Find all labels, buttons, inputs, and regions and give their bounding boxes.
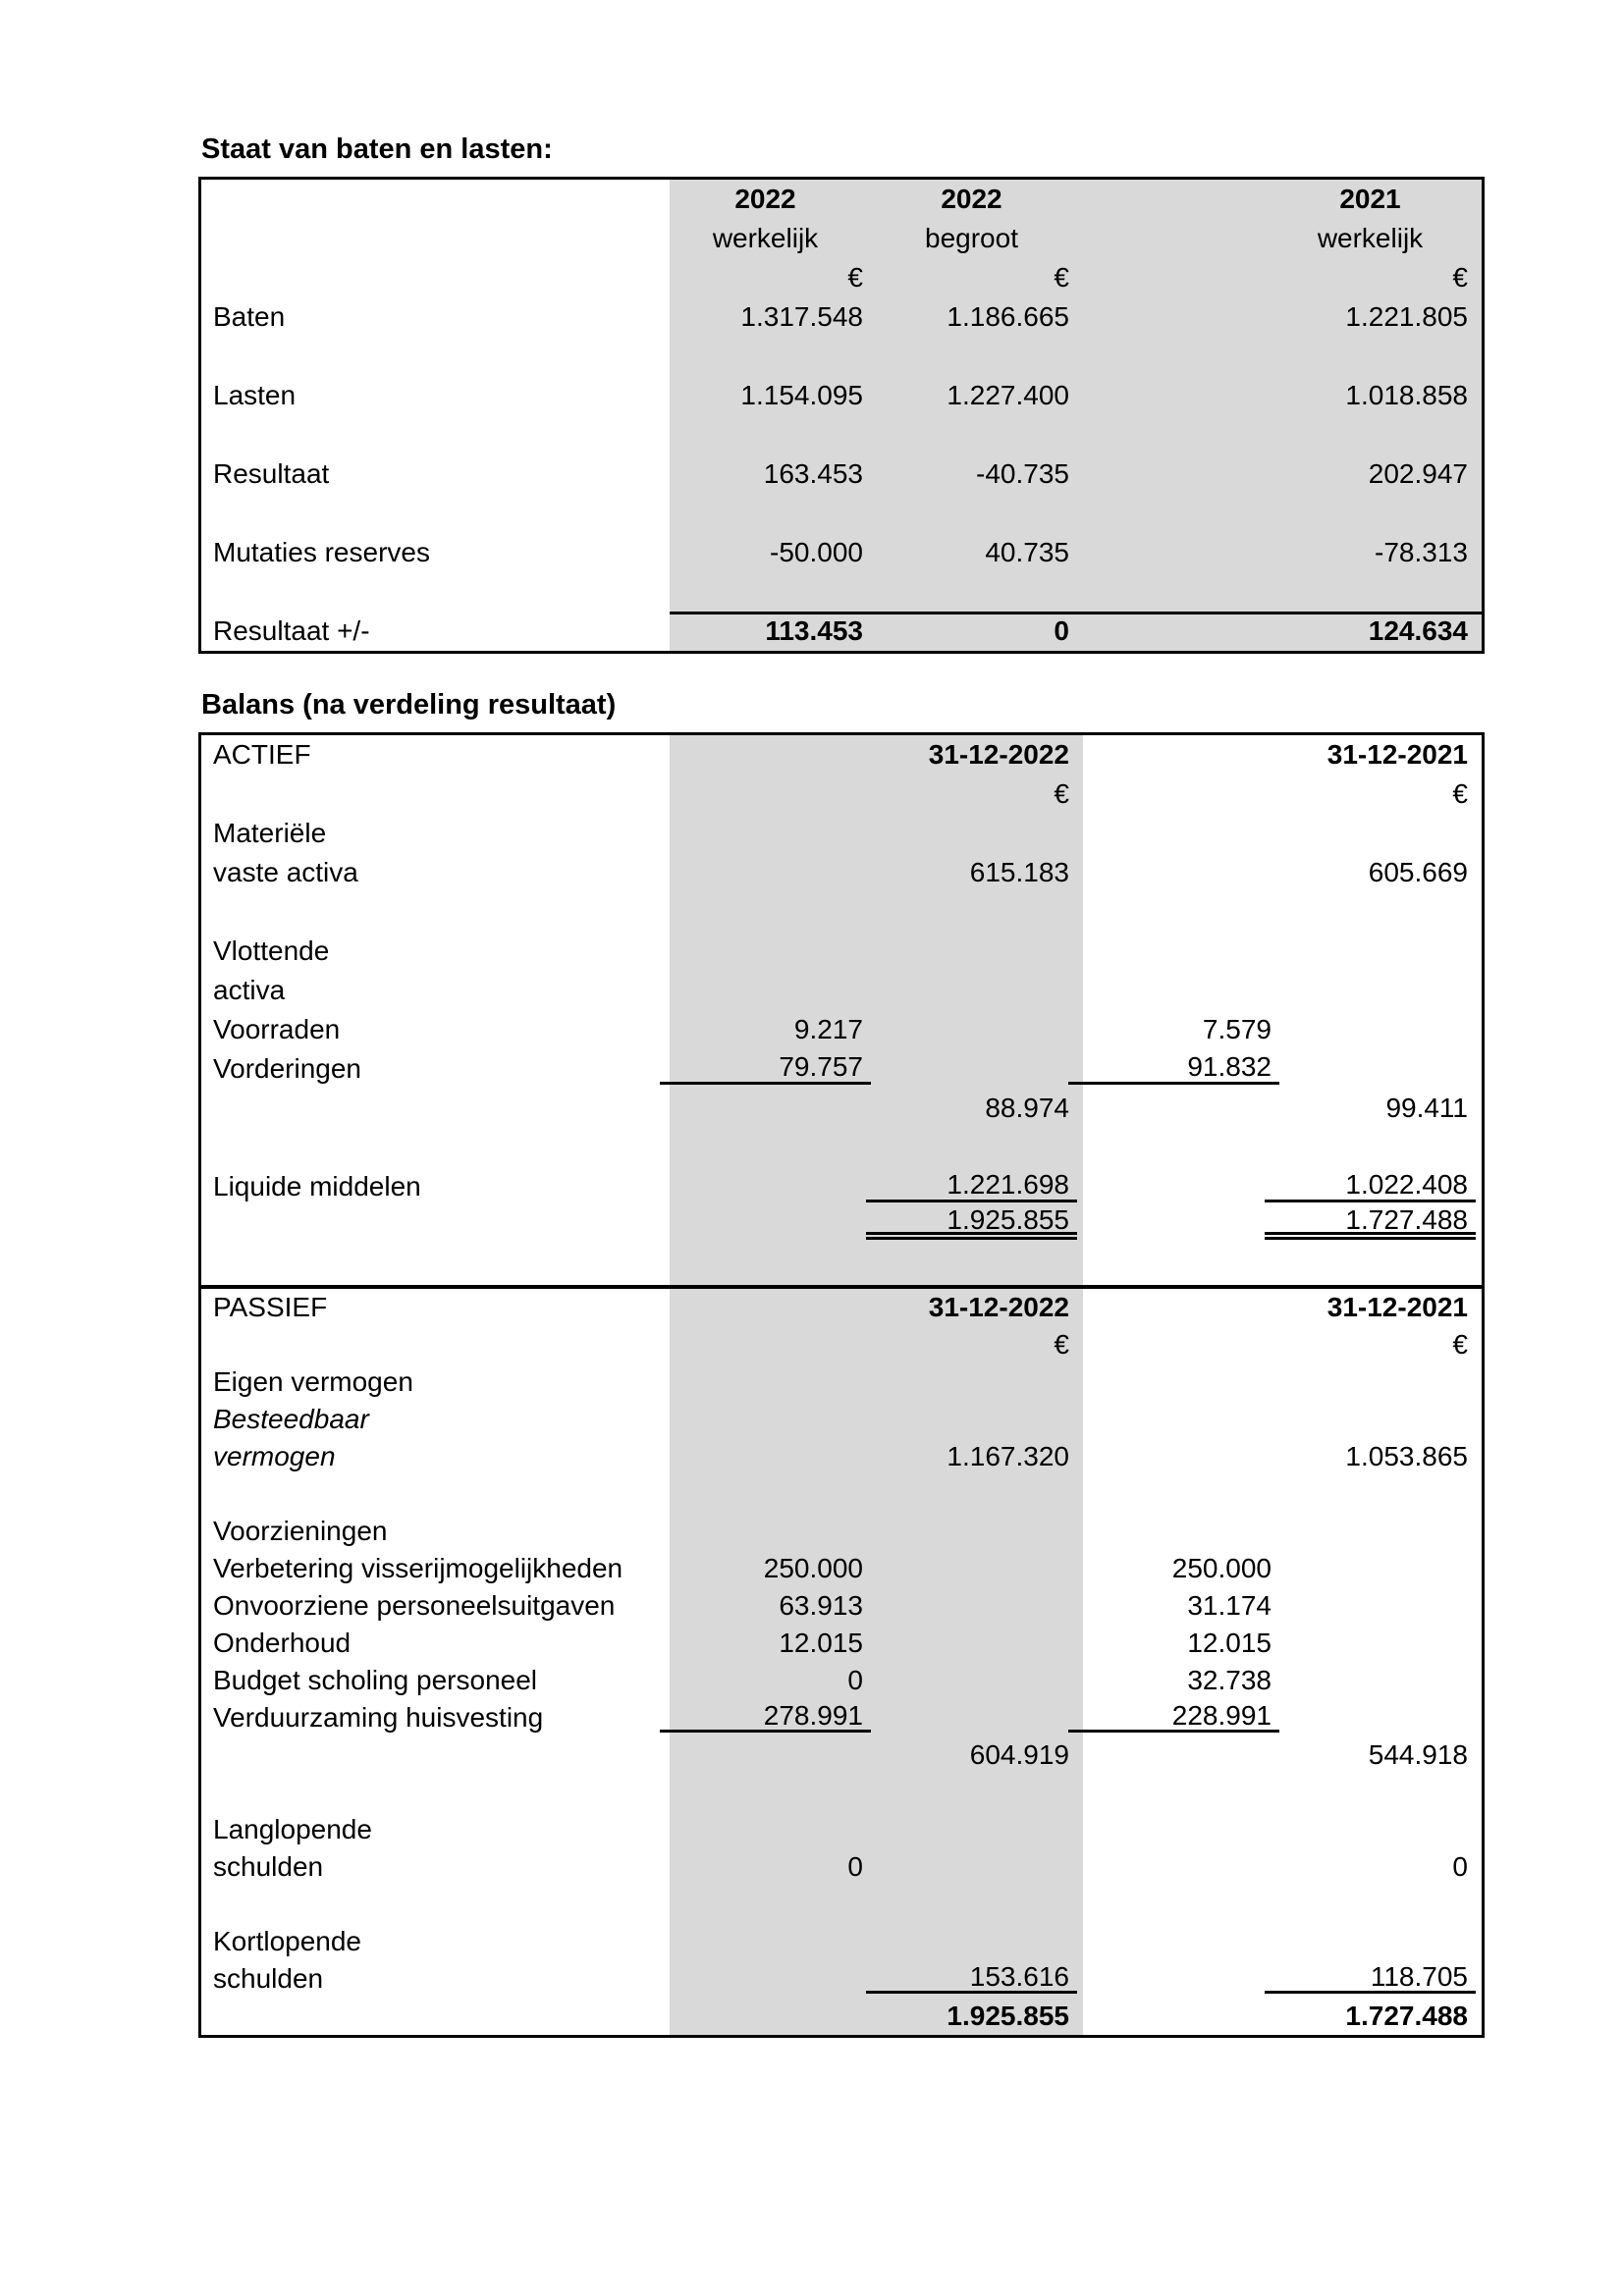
- date-column-2021: 31-12-2021: [1326, 739, 1468, 770]
- row-label: vermogen: [213, 1441, 336, 1471]
- amount-2021-werkelijk: 202.947: [1368, 458, 1468, 489]
- spacer-row: [201, 337, 1482, 376]
- spacer-row: [201, 572, 1482, 612]
- subtotal-2022: 88.974: [985, 1093, 1069, 1123]
- actief-row-voorraden: [201, 1010, 1482, 1049]
- balans-title: Balans (na verdeling resultaat): [201, 689, 617, 721]
- amount-2021: 605.669: [1368, 857, 1468, 887]
- amount-2022-werkelijk: 1.154.095: [740, 380, 863, 410]
- row-label: Besteedbaar: [213, 1404, 369, 1434]
- staat-row-mutaties-reserves: [201, 533, 1482, 572]
- spacer-row: [201, 1886, 1482, 1923]
- passief-row-kortlopende-2: [201, 1960, 1482, 1998]
- amount-2022-werkelijk: 163.453: [763, 458, 863, 489]
- row-label: Verduurzaming huisvesting: [213, 1702, 544, 1733]
- row-label: Onvoorziene personeelsuitgaven: [213, 1590, 616, 1621]
- spacer-row: [201, 1774, 1482, 1811]
- amount-2022-begroot: -40.735: [976, 458, 1069, 489]
- row-label: Eigen vermogen: [213, 1366, 413, 1397]
- col-type-werkelijk-2022: werkelijk: [712, 223, 819, 253]
- staat-row-baten: [201, 297, 1482, 337]
- subamount-2022: 0: [847, 1665, 863, 1695]
- row-label: activa: [213, 975, 286, 1005]
- row-label: Vlottende: [213, 935, 330, 966]
- spacer-row: [201, 415, 1482, 454]
- date-column-2021: 31-12-2021: [1326, 1292, 1468, 1322]
- col-year-2022-begroot: 2022: [941, 184, 1002, 214]
- subamount-2022: 63.913: [779, 1590, 863, 1621]
- subamount-2022: 250.000: [763, 1553, 863, 1583]
- passief-row-verduurzaming: [201, 1699, 1482, 1736]
- passief-row-langlopende-2: [201, 1848, 1482, 1886]
- section-header: ACTIEF: [213, 739, 311, 770]
- amount-2022-begroot: 40.735: [985, 537, 1069, 567]
- passief-row-onvoorziene: [201, 1587, 1482, 1625]
- passief-row-voorzieningen-totaal: [201, 1736, 1482, 1774]
- staat-table: [198, 177, 1485, 654]
- euro-symbol: €: [1054, 778, 1069, 809]
- amount-2021: 1.053.865: [1345, 1441, 1468, 1471]
- subamount-2021: 228.991: [1068, 1699, 1279, 1733]
- col-year-2021-werkelijk: 2021: [1339, 184, 1401, 214]
- actief-section: [201, 735, 1482, 1285]
- amount-2022-werkelijk: -50.000: [770, 537, 863, 567]
- row-label: Voorzieningen: [213, 1516, 388, 1546]
- row-label: Materiële: [213, 818, 327, 848]
- grand-total-2022: 1.925.855: [866, 1206, 1077, 1240]
- subamount-2021: 31.174: [1187, 1590, 1272, 1621]
- subamount-2021: 250.000: [1171, 1553, 1272, 1583]
- row-label: Resultaat: [213, 458, 330, 489]
- row-label: Verbetering visserijmogelijkheden: [213, 1553, 623, 1583]
- row-label: schulden: [213, 1963, 324, 1994]
- amount-2021-werkelijk: 1.018.858: [1345, 380, 1468, 410]
- actief-row-totaal: [201, 1206, 1482, 1246]
- row-label: Vorderingen: [213, 1053, 362, 1084]
- amount-2022-begroot: 1.186.665: [947, 301, 1069, 332]
- passief-row-onderhoud: [201, 1625, 1482, 1662]
- subamount-2021: 12.015: [1187, 1628, 1272, 1658]
- actief-row-vorderingen: [201, 1049, 1482, 1089]
- grand-total-2021: 1.727.488: [1265, 1206, 1476, 1240]
- amount-2021: 0: [1452, 1851, 1468, 1882]
- spacer-row: [201, 1475, 1482, 1513]
- row-label: Budget scholing personeel: [213, 1665, 538, 1695]
- euro-symbol: €: [1054, 1329, 1069, 1360]
- row-label: Onderhoud: [213, 1628, 352, 1658]
- subamount-2022: 12.015: [779, 1628, 863, 1658]
- euro-symbol: €: [1054, 262, 1069, 293]
- actief-row-materiele-1: [201, 814, 1482, 853]
- staat-header-types-row: [201, 219, 1482, 258]
- amount-2022: 153.616: [866, 1960, 1077, 1994]
- col-type-begroot-2022: begroot: [925, 223, 1018, 253]
- row-label: Mutaties reserves: [213, 537, 430, 567]
- amount-2022: 1.221.698: [866, 1167, 1077, 1202]
- spacer-row: [201, 892, 1482, 932]
- row-label: Lasten: [213, 380, 297, 410]
- euro-symbol: €: [1452, 778, 1468, 809]
- row-label: Voorraden: [213, 1014, 341, 1044]
- passief-row-besteedbaar-2: [201, 1438, 1482, 1475]
- amount-2022-begroot: 1.227.400: [947, 380, 1069, 410]
- staat-title: Staat van baten en lasten:: [201, 133, 553, 165]
- col-type-werkelijk-2021: werkelijk: [1317, 223, 1424, 253]
- actief-row-materiele-2: [201, 853, 1482, 892]
- amount-2022: 615.183: [969, 857, 1069, 887]
- staat-row-resultaat-totaal: [201, 612, 1482, 651]
- passief-row-kortlopende-1: [201, 1923, 1482, 1960]
- passief-row-langlopende-1: [201, 1811, 1482, 1848]
- staat-row-resultaat: [201, 454, 1482, 494]
- date-column-2022: 31-12-2022: [928, 1292, 1069, 1322]
- subtotal-2022: 604.919: [969, 1739, 1069, 1770]
- date-column-2022: 31-12-2022: [928, 739, 1069, 770]
- actief-row-vlottende-1: [201, 932, 1482, 971]
- row-label: schulden: [213, 1851, 324, 1882]
- staat-row-lasten: [201, 376, 1482, 415]
- passief-row-totaal: [201, 1998, 1482, 2035]
- row-label: Langlopende: [213, 1814, 372, 1844]
- total-2022-begroot: 0: [1054, 615, 1069, 646]
- balans-table: [198, 732, 1485, 2038]
- spacer-row: [201, 1246, 1482, 1285]
- euro-symbol: €: [847, 262, 863, 293]
- grand-total-2022: 1.925.855: [947, 2001, 1069, 2031]
- staat-header-years-row: [201, 180, 1482, 219]
- amount-2021: 1.022.408: [1265, 1167, 1476, 1202]
- row-label: Kortlopende: [213, 1926, 362, 1956]
- subamount-2021: 32.738: [1187, 1665, 1272, 1695]
- total-2021-werkelijk: 124.634: [1368, 615, 1468, 646]
- actief-row-vlottende-totaal: [201, 1089, 1482, 1128]
- amount-2021-werkelijk: -78.313: [1375, 537, 1468, 567]
- subamount-2021: 91.832: [1068, 1049, 1279, 1085]
- passief-row-voorzieningen: [201, 1513, 1482, 1550]
- subamount-2021: 7.579: [1202, 1014, 1272, 1044]
- euro-symbol: €: [1452, 262, 1468, 293]
- passief-row-budget-scholing: [201, 1662, 1482, 1699]
- total-2022-werkelijk: 113.453: [765, 615, 863, 646]
- actief-euro-row: [201, 774, 1482, 814]
- section-header: PASSIEF: [213, 1292, 328, 1322]
- passief-row-besteedbaar-1: [201, 1401, 1482, 1438]
- passief-header-row: [201, 1289, 1482, 1326]
- row-label: Resultaat +/-: [213, 615, 370, 646]
- subamount-2022: 9.217: [793, 1014, 863, 1044]
- passief-section: [201, 1289, 1482, 2035]
- amount-2021-werkelijk: 1.221.805: [1345, 301, 1468, 332]
- row-label: vaste activa: [213, 857, 358, 887]
- spacer-row: [201, 494, 1482, 533]
- passief-row-eigen-vermogen: [201, 1363, 1482, 1401]
- staat-euro-row: [201, 258, 1482, 297]
- grand-total-2021: 1.727.488: [1345, 2001, 1468, 2031]
- col-year-2022-werkelijk: 2022: [734, 184, 796, 214]
- subtotal-2021: 544.918: [1368, 1739, 1468, 1770]
- amount-2022: 1.167.320: [947, 1441, 1069, 1471]
- actief-row-vlottende-2: [201, 971, 1482, 1010]
- subamount-2022: 278.991: [660, 1699, 871, 1733]
- euro-symbol: €: [1452, 1329, 1468, 1360]
- actief-row-liquide-middelen: [201, 1167, 1482, 1206]
- row-label: Baten: [213, 301, 286, 332]
- subtotal-2021: 99.411: [1385, 1093, 1468, 1123]
- amount-2021: 118.705: [1265, 1960, 1476, 1994]
- subamount-2022: 79.757: [660, 1049, 871, 1085]
- subamount-2022: 0: [847, 1851, 863, 1882]
- row-label: Liquide middelen: [213, 1171, 421, 1201]
- amount-2022-werkelijk: 1.317.548: [740, 301, 863, 332]
- actief-header-row: [201, 735, 1482, 774]
- passief-euro-row: [201, 1326, 1482, 1363]
- passief-row-verbetering: [201, 1550, 1482, 1587]
- spacer-row: [201, 1128, 1482, 1167]
